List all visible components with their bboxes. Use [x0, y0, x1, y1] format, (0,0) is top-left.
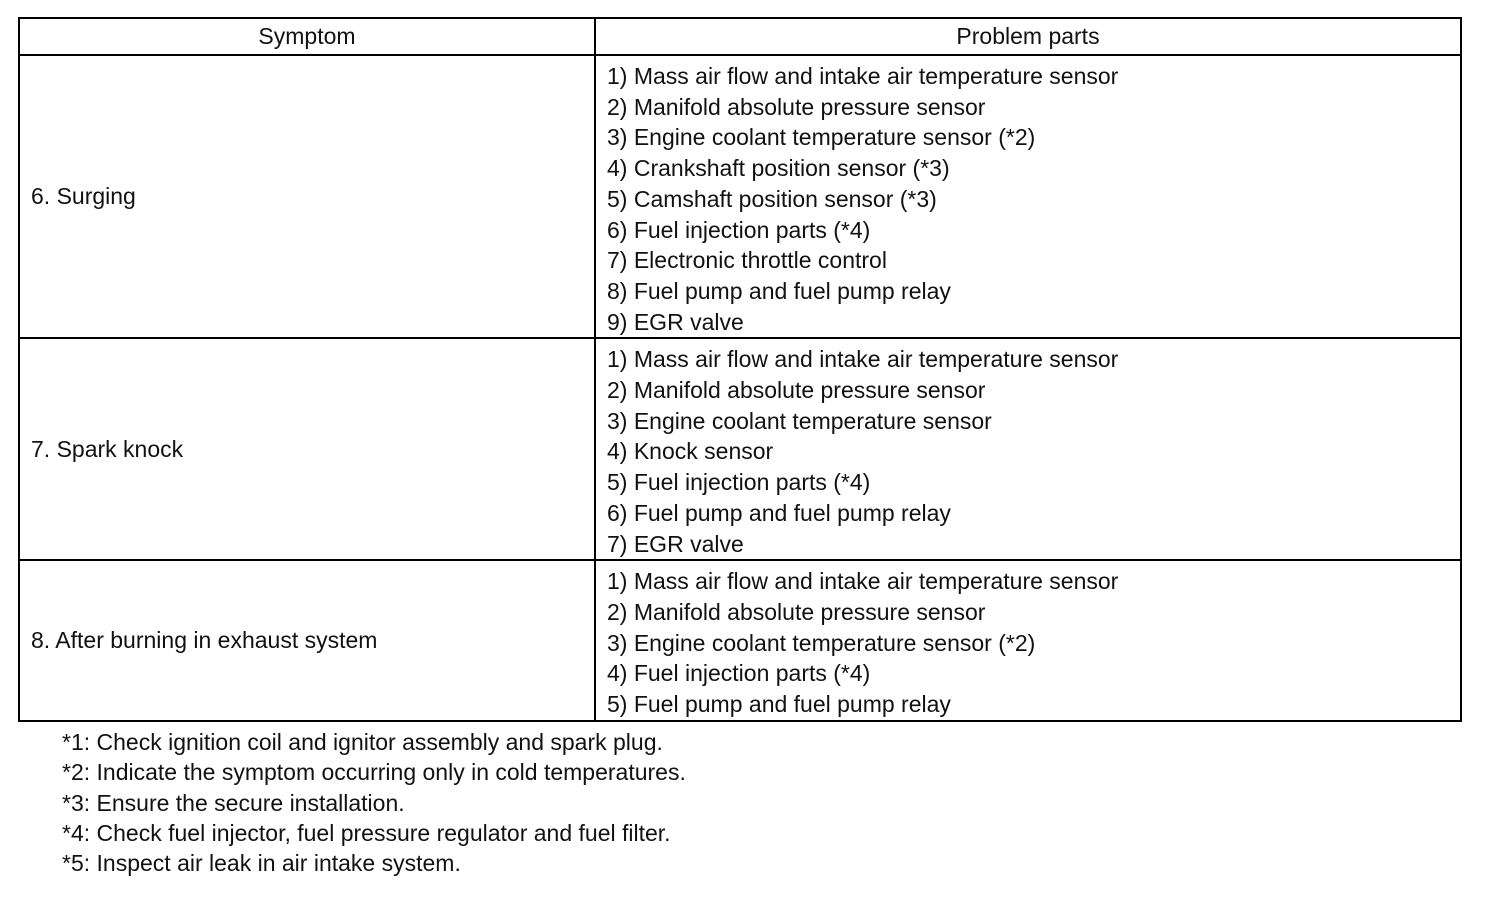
part-item: 5) Fuel injection parts (*4) [607, 469, 871, 496]
part-item: 3) Engine coolant temperature sensor (*2) [607, 124, 1036, 151]
footnote: *3: Ensure the secure installation. [62, 789, 405, 816]
part-item: 5) Fuel pump and fuel pump relay [607, 691, 951, 718]
symptom-table [18, 17, 1462, 722]
parts-list [607, 61, 1460, 337]
part-item: 2) Manifold absolute pressure sensor [607, 93, 986, 120]
part-item: 3) Engine coolant temperature sensor [607, 407, 992, 434]
symptom-cell: 8. After burning in exhaust system [19, 560, 595, 721]
part-item: 9) EGR valve [607, 308, 744, 335]
part-item: 4) Fuel injection parts (*4) [607, 660, 871, 687]
part-item: 7) Electronic throttle control [607, 247, 887, 274]
problem-parts-cell [595, 560, 1461, 721]
header-symptom: Symptom [19, 18, 595, 55]
part-item: 4) Knock sensor [607, 438, 774, 465]
part-item: 3) Engine coolant temperature sensor (*2) [607, 629, 1036, 656]
part-item: 8) Fuel pump and fuel pump relay [607, 277, 951, 304]
parts-list [607, 344, 1460, 559]
part-item: 5) Camshaft position sensor (*3) [607, 185, 937, 212]
parts-list [607, 566, 1460, 720]
table-row [19, 338, 1461, 560]
part-item: 4) Crankshaft position sensor (*3) [607, 155, 950, 182]
part-item: 2) Manifold absolute pressure sensor [607, 598, 986, 625]
part-item: 7) EGR valve [607, 530, 744, 557]
problem-parts-cell [595, 55, 1461, 338]
footnote: *2: Indicate the symptom occurring only in cold temperatures. [62, 759, 686, 786]
part-item: 6) Fuel injection parts (*4) [607, 216, 871, 243]
symptom-cell: 6. Surging [19, 55, 595, 338]
problem-parts-cell [595, 338, 1461, 560]
symptom-cell: 7. Spark knock [19, 338, 595, 560]
part-item: 1) Mass air flow and intake air temperature sensor [607, 63, 1119, 89]
header-problem-parts: Problem parts [595, 18, 1461, 55]
part-item: 2) Manifold absolute pressure sensor [607, 377, 986, 404]
part-item: 1) Mass air flow and intake air temperature sensor [607, 568, 1119, 595]
table-row [19, 560, 1461, 721]
table-header-row [19, 18, 1461, 55]
footnote: *4: Check fuel injector, fuel pressure regulator and fuel filter. [62, 819, 671, 846]
footnote: *1: Check ignition coil and ignitor assembly and spark plug. [62, 729, 663, 755]
footnote: *5: Inspect air leak in air intake system. [62, 850, 461, 877]
part-item: 6) Fuel pump and fuel pump relay [607, 499, 951, 526]
footnotes [62, 727, 686, 878]
part-item: 1) Mass air flow and intake air temperature sensor [607, 346, 1119, 373]
table-row [19, 55, 1461, 338]
